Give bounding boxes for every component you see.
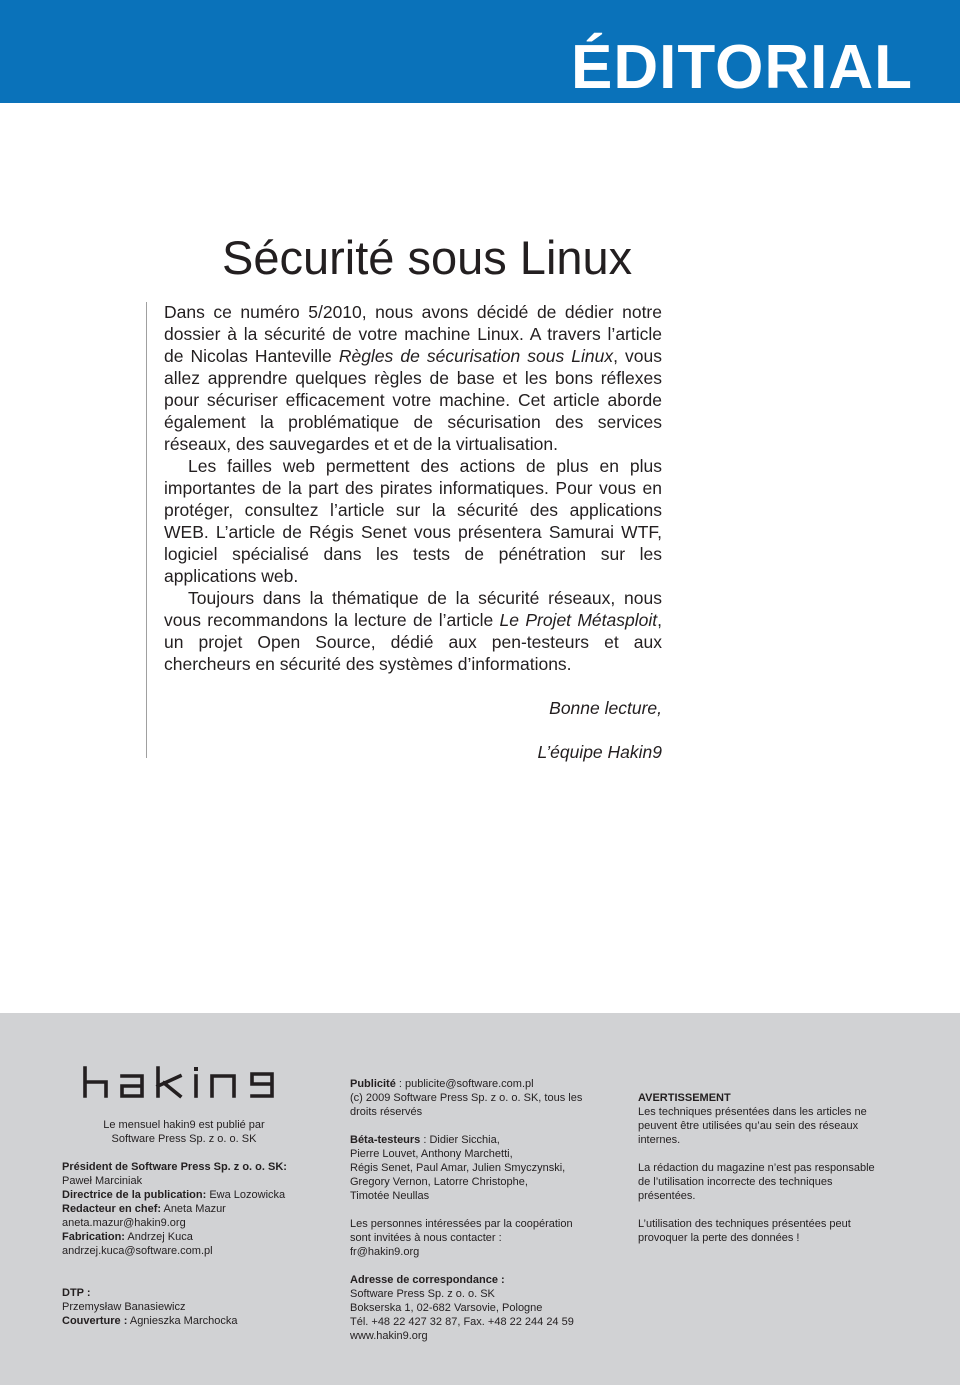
editor-name: Aneta Mazur [161, 1203, 226, 1215]
editor-label: Redacteur en chef: [62, 1203, 162, 1215]
paragraph-1-text-b: , vous allez apprendre quelques règles de base et les bons réflexes pour sécuriser efficacement votre machine. Cet article aborde également la problématique de sécurisation des services réseaux, des sauvegardes et et de la virtualisation. [164, 346, 662, 454]
cooperation-line-1: Les personnes intéressées par la coopération [350, 1218, 573, 1230]
advertising-email: : publicite@software.com.pl [395, 1078, 534, 1090]
editor-entry [62, 1202, 312, 1216]
director-entry [62, 1188, 312, 1202]
footer-column-warning [638, 1091, 900, 1245]
copyright-line-1: (c) 2009 Software Press Sp. z o. o. SK, tous les [350, 1092, 583, 1104]
warning-2-line-2: de l’utilisation incorrecte des techniques [638, 1176, 833, 1188]
cooperation-line-2: sont invitées à nous contacter : [350, 1232, 502, 1244]
paragraph-3-text-a: Toujours dans la thématique de la sécurité réseaux, nous vous recommandons la lecture de l’article [164, 588, 662, 630]
director-label: Directrice de la publication: [62, 1189, 207, 1201]
banner-title: ÉDITORIAL [571, 33, 913, 102]
publisher-line-1: Le mensuel hakin9 est publié par [103, 1119, 265, 1131]
address-label: Adresse de correspondance : [350, 1274, 505, 1286]
warning-3-line-1: L’utilisation des techniques présentées peut [638, 1218, 851, 1230]
editor-email: aneta.mazur@hakin9.org [62, 1217, 186, 1229]
warning-1-line-1: Les techniques présentées dans les articles ne [638, 1106, 867, 1118]
cooperation-email: fr@hakin9.org [350, 1246, 420, 1258]
president-name: Paweł Marciniak [62, 1175, 143, 1187]
closing-line: Bonne lecture, [549, 698, 662, 718]
president-entry [62, 1160, 312, 1174]
fabrication-label: Fabrication: [62, 1231, 125, 1243]
advertising-label: Publicité [350, 1078, 396, 1090]
signature-line: L’équipe Hakin9 [537, 742, 662, 762]
cover-entry [62, 1314, 312, 1328]
fabrication-name: Andrzej Kuca [124, 1231, 193, 1243]
warning-entry [638, 1091, 900, 1105]
cover-label: Couverture : [62, 1315, 128, 1327]
publisher-line-2: Software Press Sp. z o. o. SK [111, 1133, 257, 1145]
paragraph-1 [164, 301, 662, 455]
paragraph-2: Les failles web permettent des actions de plus en plus importantes de la part des pirates informatiques. Pour vous en protéger, consultez l’article sur la sécurité des applications WEB. L’article de Régis Senet vous présentera Samurai WTF, logiciel spécialisé dans les tests de pénétration sur les applications web. [164, 456, 662, 586]
address-line-3: Tél. +48 22 427 32 87, Fax. +48 22 244 24 59 [350, 1316, 574, 1328]
fabrication-entry [62, 1230, 312, 1244]
warning-1-line-2: peuvent être utilisées qu’au sein des réseaux [638, 1120, 859, 1132]
cover-name: Agnieszka Marchocka [127, 1315, 238, 1327]
beta-testers-line-1: : Didier Sicchia, [420, 1134, 500, 1146]
beta-testers-line-2: Pierre Louvet, Anthony Marchetti, [350, 1148, 513, 1160]
copyright-line-2: droits réservés [350, 1106, 423, 1118]
warning-1-line-3: internes. [638, 1134, 681, 1146]
president-label: Président de Software Press Sp. z o. o. SK: [62, 1161, 287, 1173]
footer-column-publisher [62, 1118, 312, 1328]
beta-testers-label: Béta-testeurs [350, 1134, 421, 1146]
paragraph-1-text-a: Dans ce numéro 5/2010, nous avons décidé de dédier notre dossier à la sécurité de votre machine Linux. A travers l’article de Nicolas Hanteville [164, 302, 662, 366]
vertical-divider [146, 302, 147, 758]
address-website: www.hakin9.org [350, 1330, 428, 1342]
paragraph-3 [164, 587, 662, 675]
warning-3-line-2: provoquer la perte des données ! [638, 1232, 800, 1244]
dtp-entry [62, 1286, 312, 1300]
warning-label: AVERTISSEMENT [638, 1092, 731, 1104]
beta-testers-line-3: Régis Senet, Paul Amar, Julien Smyczynski, [350, 1162, 566, 1174]
beta-testers-entry [350, 1133, 600, 1147]
beta-testers-line-4: Gregory Vernon, Latorre Christophe, [350, 1176, 528, 1188]
director-name: Ewa Lozowicka [206, 1189, 286, 1201]
article-headline: Sécurité sous Linux [222, 231, 633, 284]
article-reference-2: Le Projet Métasploit [499, 610, 658, 630]
address-entry [350, 1273, 600, 1287]
article-reference-1: Règles de sécurisation sous Linux [338, 346, 614, 366]
warning-2-line-3: présentées. [638, 1190, 696, 1202]
dtp-label: DTP : [62, 1287, 91, 1299]
address-line-1: Software Press Sp. z o. o. SK [350, 1288, 495, 1300]
article-body [164, 301, 662, 763]
section-banner [0, 0, 960, 103]
beta-testers-line-5: Timotée Neullas [350, 1190, 430, 1202]
dtp-name: Przemysław Banasiewicz [62, 1301, 186, 1313]
fabrication-email: andrzej.kuca@software.com.pl [62, 1245, 213, 1257]
footer-column-contacts [350, 1077, 600, 1343]
paragraph-3-text-b: , un projet Open Source, dédié aux pen-testeurs et aux chercheurs en sécurité des systèmes d’informations. [164, 610, 662, 674]
hakin9-logo [82, 1062, 278, 1102]
warning-2-line-1: La rédaction du magazine n’est pas responsable [638, 1162, 875, 1174]
advertising-entry [350, 1077, 600, 1091]
address-line-2: Bokserska 1, 02-682 Varsovie, Pologne [350, 1302, 543, 1314]
